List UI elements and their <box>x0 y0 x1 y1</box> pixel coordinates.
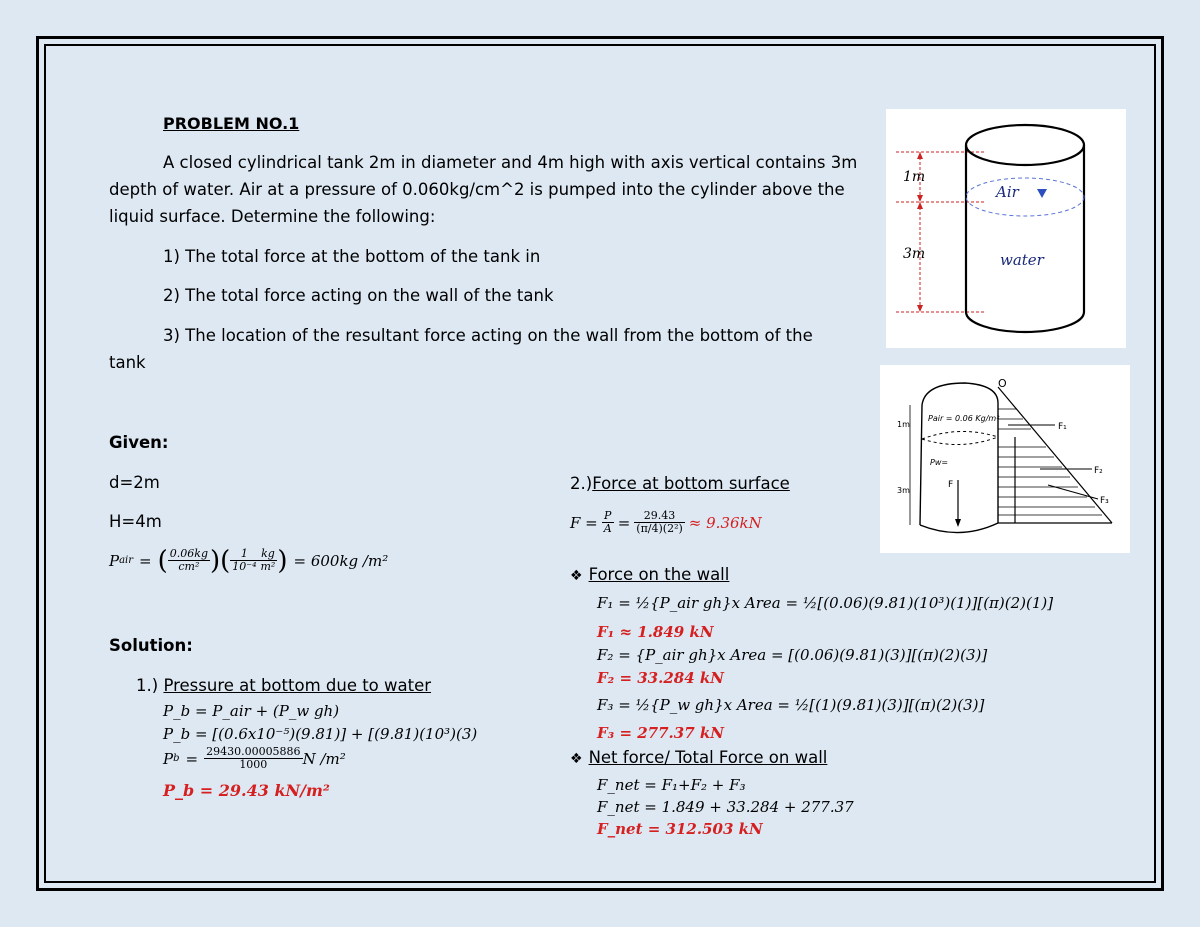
sketch-label-pw: Pw= <box>930 458 949 467</box>
arrow-up-icon <box>917 152 923 159</box>
sketch-tank-left <box>920 405 922 525</box>
force-sketch-figure <box>880 365 1130 553</box>
statement-line-2: depth of water. Air at a pressure of 0.060kg/cm^2 is pumped into the cylinder above the <box>109 180 845 199</box>
sketch-tank-top <box>922 383 998 405</box>
question-2: 2) The total force acting on the wall of the tank <box>163 286 554 305</box>
tank-figure <box>886 109 1126 348</box>
f3-result: F₃ = 277.37 kN <box>597 724 724 742</box>
sketch-label-f1: F₁ <box>1058 422 1067 432</box>
net-eq2: F_net = 1.849 + 33.284 + 277.37 <box>597 798 854 816</box>
step2-fraction-2: $\frac{29.43}{\text{(π/4)(2²)}}$ <box>636 509 683 535</box>
fig1-label-1m: 1m <box>903 169 926 185</box>
water-surface <box>966 178 1084 216</box>
f1-result: F₁ ≈ 1.849 kN <box>597 623 714 641</box>
step1-heading: 1.) Pressure at bottom due to water <box>136 676 432 695</box>
arrow-down-icon <box>917 305 923 312</box>
pair-subscript: air <box>119 555 134 566</box>
force-sketch-svg <box>880 365 1130 553</box>
question-1: 1) The total force at the bottom of the tank in <box>163 247 541 266</box>
diamond-bullet-icon: ❖ <box>570 568 583 584</box>
sketch-label-pair: Pair = 0.06 Kg/m² <box>928 414 1000 423</box>
sketch-tank-bottom <box>920 523 998 533</box>
sketch-water-level-back <box>922 431 998 439</box>
step1-eq3: P b = $\frac{29430.00005886}{1000}$ N /m² <box>163 745 346 771</box>
pair-symbol: P <box>109 551 120 570</box>
solution-heading: Solution: <box>109 636 193 655</box>
fig1-label-3m: 3m <box>903 246 926 262</box>
tank-top-ellipse <box>966 125 1084 165</box>
problem-title: PROBLEM NO.1 <box>163 114 300 133</box>
net-eq1: F_net = F₁+F₂ + F₃ <box>597 776 746 794</box>
sketch-label-f3: F₃ <box>1100 496 1109 506</box>
tank-diagram-svg <box>886 109 1126 348</box>
fig1-label-water: water <box>1000 251 1044 269</box>
f3-equation: F₃ = ½{P_w gh}x Area = ½[(1)(9.81)(3)][(π)(2)(3)] <box>597 696 985 714</box>
statement-line-3: liquid surface. Determine the following: <box>109 207 436 226</box>
sketch-label-1m: 1m <box>897 420 910 429</box>
f2-equation: F₂ = {P_air gh}x Area = [(0.06)(9.81)(3)][(π)(2)(3)] <box>597 646 988 664</box>
step2-fraction-1: $\frac{P}{A}$ <box>603 509 612 535</box>
tank-bottom-arc <box>966 312 1084 332</box>
net-force-heading: ❖ Net force/ Total Force on wall <box>570 748 828 767</box>
question-3-line-1: 3) The location of the resultant force acting on the wall from the bottom of the <box>163 326 813 345</box>
step2-equation: F = $\frac{P}{A}$ = $\frac{29.43}{\text{(π/4)(2²)}}$ ≈ 9.36kN <box>570 509 762 535</box>
diamond-bullet-icon: ❖ <box>570 751 583 767</box>
pair-fraction-2: $\frac{1}{\text{10⁻⁴}}$ <box>232 547 257 573</box>
step1-result: P_b = 29.43 kN/m² <box>163 781 330 800</box>
net-result: F_net = 312.503 kN <box>597 820 763 838</box>
f2-result: F₂ = 33.284 kN <box>597 669 724 687</box>
statement-line-1: A closed cylindrical tank 2m in diameter and 4m high with axis vertical contains 3m <box>163 153 858 172</box>
arrow-up-icon <box>917 202 923 209</box>
f1-equation: F₁ = ½{P_air gh}x Area = ½[(0.06)(9.81)(10³)(1)][(π)(2)(1)] <box>597 594 1054 612</box>
step1-eq1: P_b = P_air + (P_w gh) <box>163 702 340 720</box>
sketch-water-level <box>922 437 998 445</box>
pair-fraction-3: $\frac{kg}{\text{m²}}$ <box>260 547 276 573</box>
sketch-label-o: O <box>998 377 1007 390</box>
wall-force-heading: ❖ Force on the wall <box>570 565 730 584</box>
given-heading: Given: <box>109 433 169 452</box>
sketch-label-f: F <box>948 480 954 490</box>
arrow-down-icon <box>917 195 923 202</box>
given-height: H=4m <box>109 512 162 531</box>
pair-result: = 600kg /m² <box>293 551 389 570</box>
pair-fraction-1: $\frac{0.06kg}{\text{cm²}}$ <box>169 547 208 573</box>
given-diameter: d=2m <box>109 473 160 492</box>
question-3-line-2: tank <box>109 353 146 372</box>
sketch-label-f2: F₂ <box>1094 466 1103 476</box>
step1-eq2: P_b = [(0.6x10⁻⁵)(9.81)] + [(9.81)(10³)(3) <box>163 725 478 743</box>
step2-heading: 2.)Force at bottom surface <box>570 474 790 493</box>
water-level-triangle-icon <box>1037 189 1047 198</box>
fig1-label-air: Air <box>996 183 1019 201</box>
given-pair-equation: P air = ( $\frac{0.06kg}{\text{cm²}}$ )( $\frac{1}{\text{10⁻⁴}}$ $\frac{kg}{\text{m²}}$ ) = 600kg /m² <box>109 545 389 576</box>
step1-eq3-fraction: $\frac{29430.00005886}{1000}$ <box>206 745 301 771</box>
sketch-label-3m: 3m <box>897 486 910 495</box>
step2-result: ≈ 9.36kN <box>688 513 762 532</box>
arrow-down-icon <box>955 519 961 527</box>
